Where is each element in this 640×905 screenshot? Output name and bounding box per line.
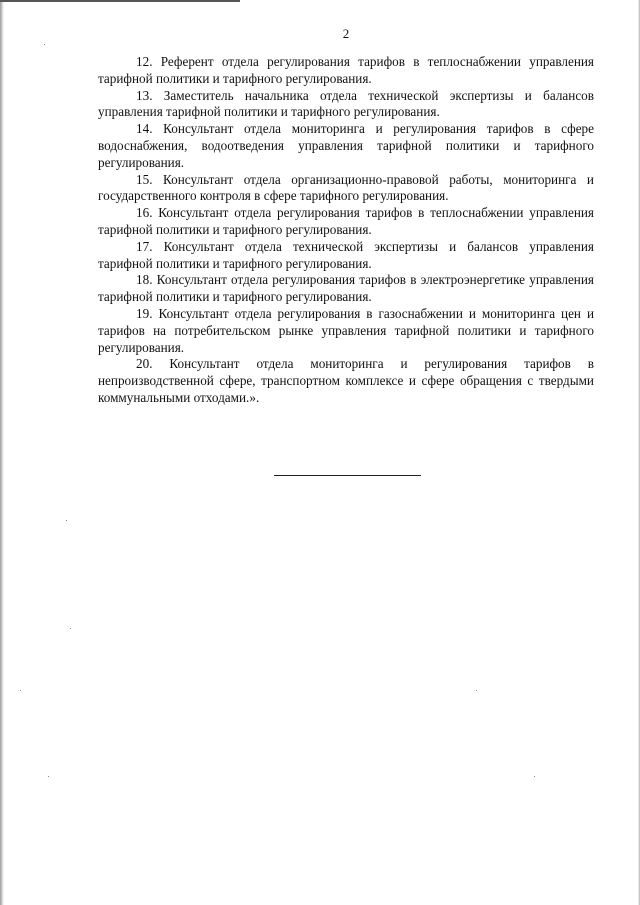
scan-top-line: [0, 0, 240, 2]
scan-edge-left: [0, 0, 4, 905]
list-item-16: 16. Консультант отдела регулирования тарифов в теплоснабжении управления тарифной политики и тарифного регулирования.: [98, 205, 594, 237]
list-item-17: 17. Консультант отдела технической экспертизы и балансов управления тарифной политики и тарифного регулирования.: [98, 238, 594, 271]
scan-speck: [48, 776, 49, 777]
list-item-20: 20. Консультант отдела мониторинга и регулирования тарифов в непроизводственной сфере, транспортном комплексе и сфере обращения с твердыми коммунальными отходами.».: [98, 356, 594, 405]
list-item-13: 13. Заместитель начальника отдела технической экспертизы и балансов управления тарифной политики и тарифного регулирования.: [98, 87, 594, 120]
scan-speck: [20, 690, 21, 691]
scan-speck: [476, 690, 477, 691]
page-number: 2: [342, 26, 350, 41]
scan-speck: [534, 776, 535, 777]
list-item-14: 14. Консультант отдела мониторинга и регулирования тарифов в сфере водоснабжения, водоотведения управления тарифной политики и тарифного регулирования.: [98, 121, 594, 170]
scan-speck: [66, 520, 67, 521]
list-item-18: 18. Консультант отдела регулирования тарифов в электроэнергетике управления тарифной политики и тарифного регулирования.: [98, 272, 594, 305]
separator-line: [274, 475, 421, 476]
document-body: [98, 54, 594, 407]
scan-speck: [70, 628, 71, 629]
list-item-12: 12. Референт отдела регулирования тарифов в теплоснабжении управления тарифной политики и тарифного регулирования.: [98, 54, 594, 86]
scan-speck: [44, 44, 45, 45]
list-item-19: 19. Консультант отдела регулирования в газоснабжении и мониторинга цен и тарифов на потребительском рынке управления тарифной политики и тарифного регулирования.: [98, 305, 594, 355]
list-item-15: 15. Консультант отдела организационно-правовой работы, мониторинга и государственного контроля в сфере тарифного регулирования.: [98, 171, 594, 204]
